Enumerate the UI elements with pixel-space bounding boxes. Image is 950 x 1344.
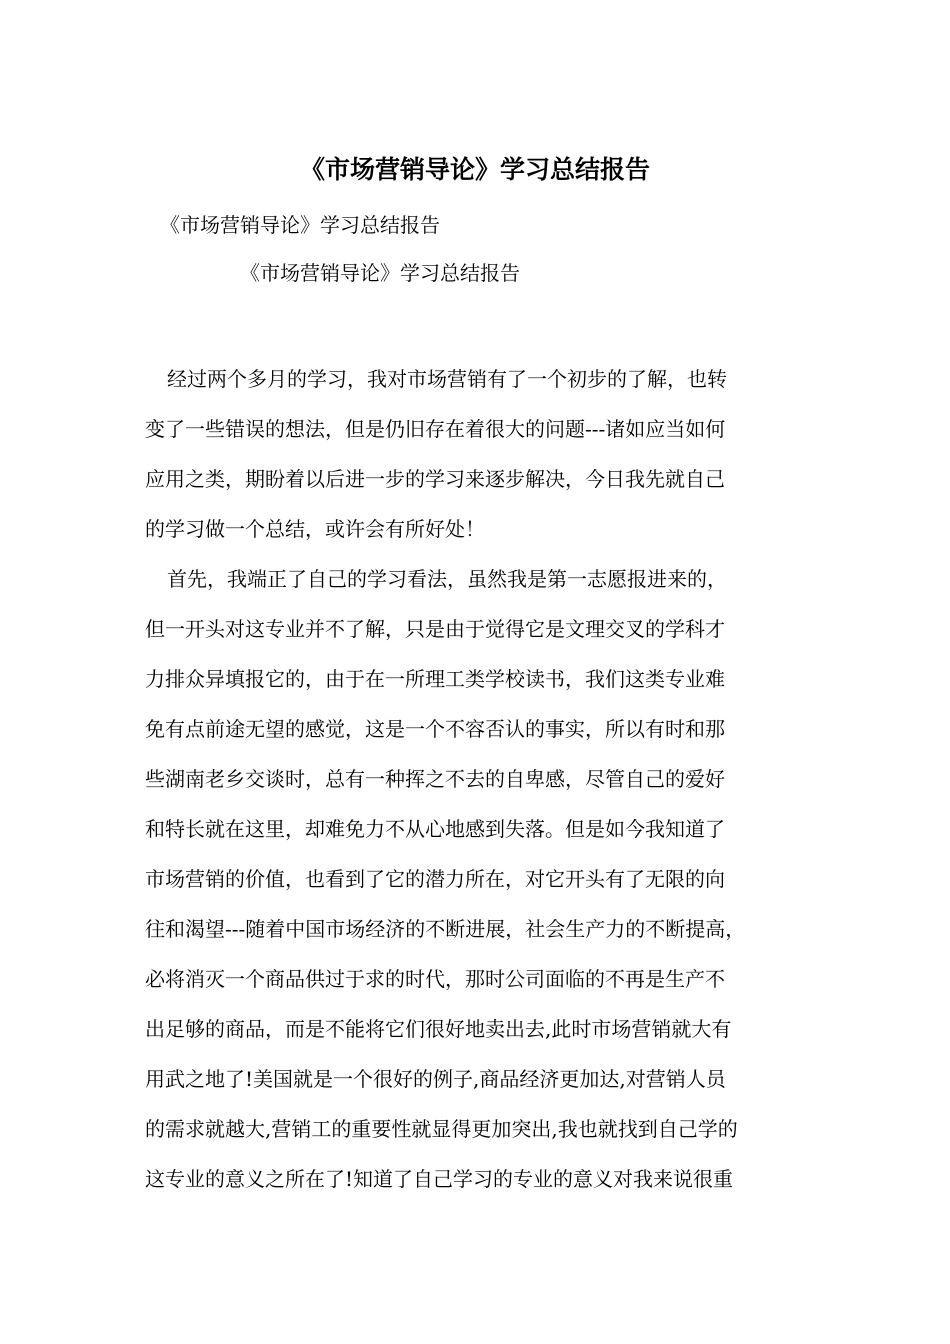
- paragraph-line: 必将消灭一个商品供过于求的时代，那时公司面临的不再是生产不: [145, 967, 725, 991]
- paragraph-line: 市场营销的价值，也看到了它的潜力所在，对它开头有了无限的向: [145, 867, 725, 891]
- paragraph-1: [145, 354, 825, 554]
- paragraph-line: 用武之地了!美国就是一个很好的例子,商品经济更加达,对营销人员: [145, 1067, 726, 1091]
- paragraph-line: 出足够的商品，而是不能将它们很好地卖出去,此时市场营销就大有: [145, 1017, 732, 1041]
- paragraph-line: 免有点前途无望的感觉，这是一个不容否认的事实，所以有时和那: [145, 717, 725, 741]
- paragraph-line: 往和渴望---随着中国市场经济的不断进展，社会生产力的不断提高，: [145, 917, 746, 941]
- paragraph-line: 的学习做一个总结，或许会有所好处！: [145, 517, 485, 541]
- subtitle-line-2: 《市场营销导论》学习总结报告: [240, 261, 520, 285]
- subtitle-line-1: 《市场营销导论》学习总结报告: [160, 213, 440, 237]
- paragraph-line: 和特长就在这里，却难免力不从心地感到失落。但是如今我知道了: [145, 817, 725, 841]
- document-title: 《市场营销导论》学习总结报告: [299, 155, 650, 184]
- paragraph-line: 应用之类，期盼着以后进一步的学习来逐步解决，今日我先就自己: [145, 467, 725, 491]
- paragraph-line: 变了一些错误的想法，但是仍旧存在着很大的问题---诸如应当如何: [145, 417, 726, 441]
- document-body: [145, 354, 825, 1204]
- paragraph-line: 经过两个多月的学习，我对市场营销有了一个初步的了解，也转: [167, 367, 727, 391]
- paragraph-line: 这专业的意义之所在了!知道了自己学习的专业的意义对我来说很重: [145, 1167, 734, 1191]
- paragraph-line: 些湖南老乡交谈时，总有一种挥之不去的自卑感，尽管自己的爱好: [145, 767, 725, 791]
- paragraph-line: 的需求就越大,营销工的重要性就显得更加突出,我也就找到自己学的: [145, 1117, 738, 1141]
- paragraph-line: 力排众异填报它的，由于在一所理工类学校读书，我们这类专业难: [145, 667, 725, 691]
- paragraph-line: 但一开头对这专业并不了解，只是由于觉得它是文理交叉的学科才: [145, 617, 725, 641]
- paragraph-line: 首先，我端正了自己的学习看法，虽然我是第一志愿报进来的，: [167, 567, 727, 591]
- paragraph-2: [145, 554, 825, 1204]
